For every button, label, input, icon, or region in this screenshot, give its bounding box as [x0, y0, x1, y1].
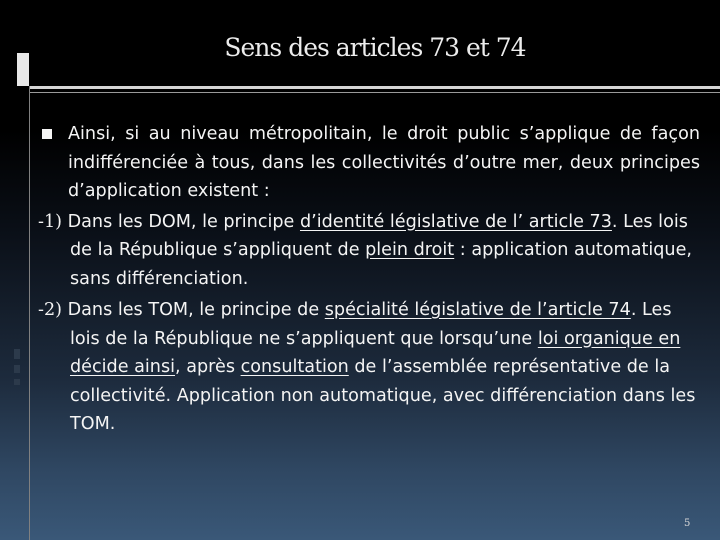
- intro-bullet: [38, 120, 700, 206]
- point-number: -2): [38, 300, 63, 320]
- page-number: 5: [684, 518, 691, 529]
- underlined-term: loi organique en décide ainsi: [70, 328, 681, 377]
- point-text: Dans les DOM, le principe: [62, 211, 300, 232]
- point-text: de l’assemblée représentative de la collectivité. Application non automatique, avec différenciation dans les TOM.: [70, 357, 696, 434]
- square-bullet-icon: [42, 129, 52, 139]
- title-accent-block: [17, 53, 29, 86]
- side-marker: [14, 349, 20, 359]
- point-number: -1): [38, 211, 63, 232]
- side-marker: [14, 365, 20, 373]
- point-dom: [38, 208, 700, 294]
- point-text: . Les lois de la République ne s’appliquent que lorsqu’une: [70, 300, 672, 349]
- intro-text: Ainsi, si au niveau métropolitain, le droit public s’applique de façon indifférenciée à tous, dans les collectivités d’outre mer, deux principes d’application existent :: [68, 124, 700, 201]
- point-text: Dans les TOM, le principe de: [62, 300, 325, 320]
- underlined-term: d’identité législative de l’ article 73: [299, 211, 612, 232]
- underlined-term: spécialité législative de l’article 74: [324, 300, 631, 320]
- point-text: : application automatique, sans différenciation.: [70, 240, 692, 289]
- underlined-term: plein droit: [365, 240, 455, 260]
- side-marker: [14, 379, 20, 385]
- slide-body: [38, 120, 700, 439]
- slide-title: Sens des articles 73 et 74: [224, 33, 526, 62]
- underlined-term: consultation: [240, 357, 349, 377]
- title-divider-upper: [30, 86, 720, 89]
- point-tom: [38, 296, 700, 439]
- point-text: . Les lois de la République s’appliquent de: [70, 211, 688, 260]
- left-vertical-rule: [29, 86, 30, 540]
- title-divider-lower: [30, 92, 720, 93]
- point-text: , après: [175, 357, 241, 377]
